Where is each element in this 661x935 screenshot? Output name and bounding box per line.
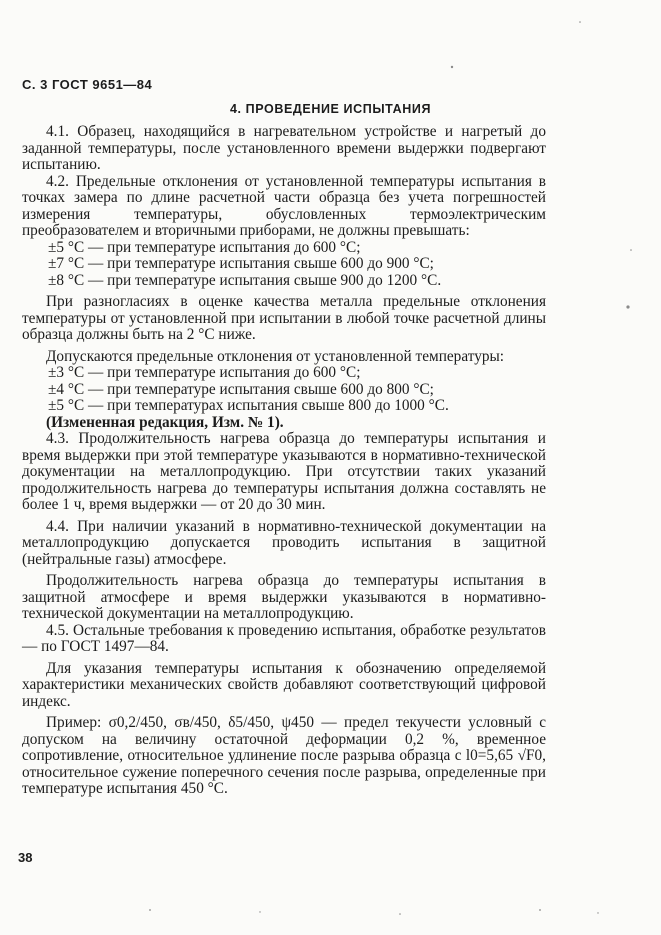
page-header: С. 3 ГОСТ 9651—84 — [22, 77, 153, 92]
tolerance-item: ±4 °С — при температуре испытания свыше 600 до 800 °С; — [48, 380, 434, 398]
tolerance-item: ±5 °С — при температуре испытания до 600 °С; — [48, 238, 361, 256]
paragraph-4-4: 4.4. При наличии указаний в нормативно-технической документации на металлопродукцию допускается проводить испытания в защитной (нейтральные газы) атмосфере. — [22, 517, 546, 568]
paragraph-disagreement: При разногласиях в оценке качества металла предельные отклонения температуры от установленной при испытании в любой точке расчетной длины образца должны быть на 2 °С ниже. — [22, 293, 546, 343]
tolerance-item: ±7 °С — при температуре испытания свыше 600 до 900 °С; — [48, 255, 434, 272]
paragraph-4-2: 4.2. Предельные отклонения от установленной температуры испытания в точках замера по длине расчетной части образца без учета погрешностей измерения температуры, обусловленных термоэлектрическим преобразователем и вторичными приборами, не должны превышать: — [22, 172, 546, 239]
amendment-note: (Измененная редакция, Изм. № 1). — [46, 413, 284, 431]
paragraph-4-5: 4.5. Остальные требования к проведению испытания, обработке результатов — по ГОСТ 1497—84. — [22, 621, 546, 655]
section-title: 4. ПРОВЕДЕНИЕ ИСПЫТАНИЯ — [229, 102, 432, 116]
page-number: 38 — [18, 850, 33, 865]
paragraph-4-3: 4.3. Продолжительность нагрева образца до температуры испытания и время выдержки при этой температуре указываются в нормативно-технической документации на металлопродукцию. При отсутствии таких указаний продолжительность нагрева до температуры испытания должна составлять не более 1 ч, время выдержки — от 20 до 30 мин. — [22, 430, 546, 513]
paragraph-example: Пример: σ0,2/450, σв/450, δ5/450, ψ450 — предел текучести условный с допуском на величину остаточной деформации 0,2 %, временное сопротивление, относительное удлинение после разрыва образца с l0=5,65 √F0, относительное сужение поперечного сечения после разрыва, определенные при температуре испытания 450 °С. — [22, 714, 546, 797]
paragraph-4-1: 4.1. Образец, находящийся в нагревательном устройстве и нагретый до заданной температуры, после установленного времени выдержки подвергают испытанию. — [22, 123, 546, 173]
body-text — [22, 124, 546, 798]
tolerance-item: ±3 °С — при температуре испытания до 600 °С; — [48, 364, 361, 381]
tolerance-item: ±5 °С — при температурах испытания свыше 800 до 1000 °С. — [48, 397, 449, 414]
tolerance-item: ±8 °С — при температуре испытания свыше 900 до 1200 °С. — [48, 271, 442, 289]
paragraph-duration: Продолжительность нагрева образца до температуры испытания в защитной атмосфере и время выдержки указываются в нормативно-технической документации на металлопродукцию. — [22, 572, 546, 622]
paragraph-allowed: Допускаются предельные отклонения от установленной температуры: — [46, 347, 505, 365]
paragraph-index: Для указания температуры испытания к обозначению определяемой характеристики механических свойств добавляют соответствующий цифровой индекс. — [22, 659, 546, 710]
